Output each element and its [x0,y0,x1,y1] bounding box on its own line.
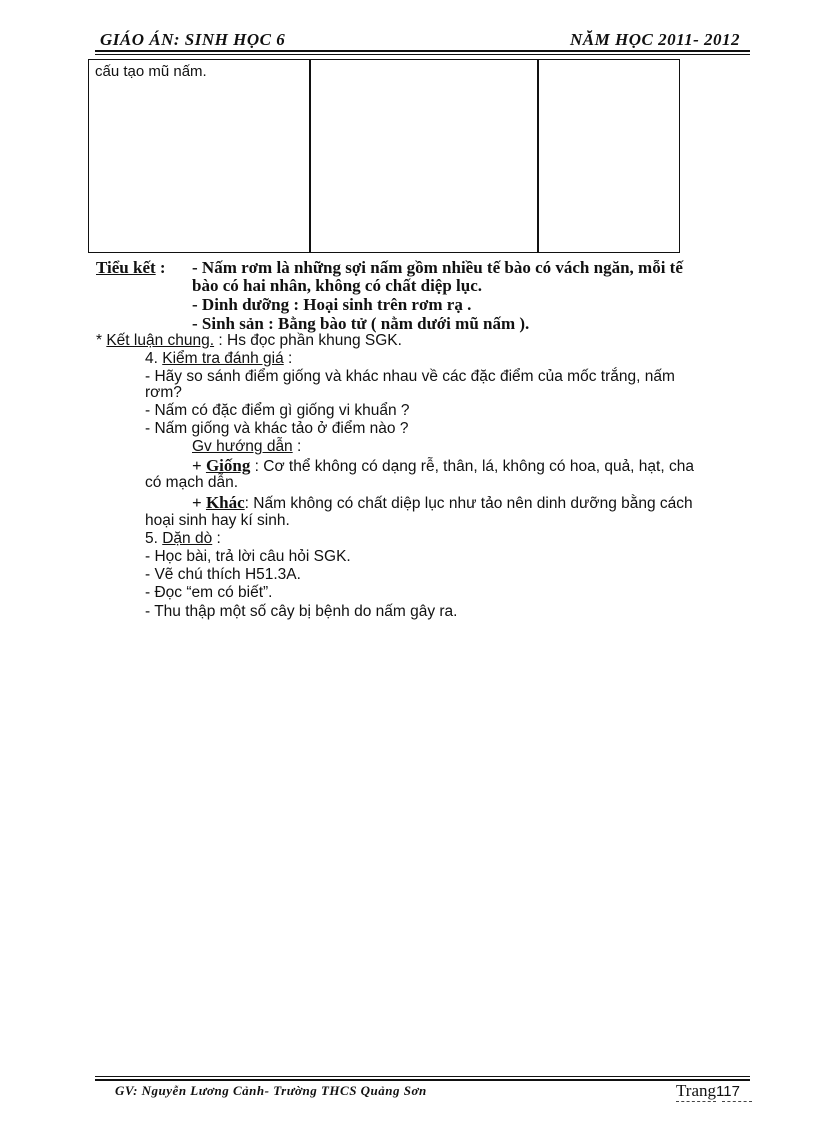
footer-page [676,1081,740,1101]
header-school-year: NĂM HỌC 2011- 2012 [570,30,741,49]
tieu-ket-line-1: - Nấm rơm là những sợi nấm gồm nhiều tế bào có vách ngăn, mỗi tế [192,258,683,277]
tieu-ket-line-4: - Sinh sản : Bằng bào tử ( nằm dưới mũ nấm ). [192,314,530,333]
khac-line-2: hoại sinh hay kí sinh. [145,512,290,529]
ket-luan-label: Kết luận chung. [106,332,215,349]
giong-line-1: + Giống : Cơ thể không có dạng rễ, thân, lá, không có hoa, quả, hạt, cha [192,456,694,475]
guide-heading: Gv hướng dẫn : [192,438,302,455]
footer-rule-thin [95,1076,750,1077]
footer-dash-left [676,1101,716,1103]
section-5-title: Dặn dò [162,530,213,547]
footer-page-label: Trang [676,1081,716,1100]
guide-label: Gv hướng dẫn [192,438,293,455]
giong-label: Giống [205,456,251,475]
section-4-title: Kiểm tra đánh giá [162,350,284,367]
content-table [88,59,680,253]
khac-label: Khác [205,493,245,512]
page-number: 117 [716,1083,740,1100]
question-1-line-2: rơm? [145,384,182,401]
tieu-ket-line-3: - Dinh dưỡng : Hoại sinh trên rơm rạ . [192,295,472,314]
section-4-heading: 4. Kiểm tra đánh giá : [145,350,293,367]
ket-luan-chung: * Kết luận chung. : Hs đọc phần khung SGK. [96,332,402,349]
giong-line-2: có mạch dẫn. [145,474,239,491]
section-5-heading: 5. Dặn dò : [145,530,221,547]
question-2: - Nấm có đặc điểm gì giống vi khuẩn ? [145,402,410,419]
khac-line-1: + Khác: Nấm không có chất diệp lục như tảo nên dinh dưỡng bằng cách [192,493,693,512]
homework-item: - Học bài, trả lời câu hỏi SGK. [145,548,351,565]
header-rule-thin [95,54,750,55]
footer-teacher: GV: Nguyễn Lương Cảnh- Trường THCS Quảng Sơn [115,1083,427,1098]
table-column-divider [309,60,311,252]
tieu-ket-line-2: bào có hai nhân, không có chất diệp lục. [192,276,483,295]
header-subject: GIÁO ÁN: SINH HỌC 6 [100,30,286,49]
homework-item: - Thu thập một số cây bị bệnh do nấm gây ra. [145,603,458,620]
homework-item: - Đọc “em có biết”. [145,584,273,601]
question-1-line-1: - Hãy so sánh điểm giống và khác nhau về các đặc điểm của mốc trắng, nấm [145,368,675,385]
tieu-ket-label: Tiểu kết [96,258,156,277]
homework-item: - Vẽ chú thích H51.3A. [145,566,301,583]
header-rule-thick [95,50,750,52]
footer-rule-thick [95,1079,750,1081]
tieu-ket-heading: Tiểu kết : [96,258,166,277]
table-cell-text: cấu tạo mũ nấm. [95,63,207,80]
footer-dash-right [722,1101,752,1103]
question-3: - Nấm giống và khác tảo ở điểm nào ? [145,420,409,437]
table-column-divider [537,60,539,252]
